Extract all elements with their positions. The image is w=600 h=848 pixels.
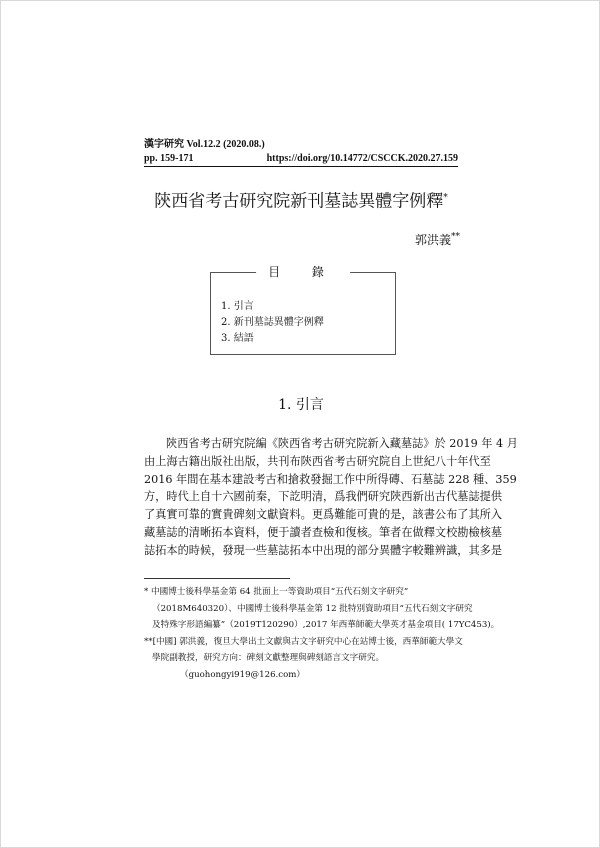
toc-item[interactable]: 3. 結語 — [221, 333, 254, 344]
paper-title — [144, 186, 458, 214]
author — [415, 229, 460, 248]
body-line: 方，時代上自十六國前秦，下訖明清，爲我們研究陝西新出古代墓誌提供 — [144, 490, 503, 504]
footnote-line: （2018M640320）、中國博士後科學基金第 12 批特別資助項目“五代石刻文字研究 — [152, 603, 473, 614]
table-of-contents — [210, 265, 396, 355]
footnote-email[interactable]: （guohongyi919@126.com） — [180, 669, 306, 680]
footnote-line: 及特殊字形語編纂”（2019T120290）,2017 年西華師範大學英才基金項目( 17YC453)。 — [152, 620, 500, 630]
body-paragraph — [144, 435, 518, 560]
title-footnote-mark: * — [443, 193, 448, 203]
journal-header: 漢字研究 Vol.12.2 (2020.08.) — [144, 139, 265, 150]
body-line: 了真實可靠的實貴碑刻文獻資料。更爲難能可貴的是，該書公布了其所入 — [144, 508, 503, 522]
body-line: 誌拓本的時候，發現一些墓誌拓本中出現的部分異體字較難辨識，其多是 — [144, 543, 503, 557]
body-line: 由上海古籍出版社出版，共刊布陝西省考古研究院自上世紀八十年代至 — [144, 454, 491, 468]
page-range: pp. 159-171 — [144, 153, 194, 164]
footnote-divider — [144, 578, 290, 579]
title-text: 陝西省考古研究院新刊墓誌異體字例釋 — [154, 191, 444, 212]
doi-link[interactable]: https://doi.org/10.14772/CSCCK.2020.27.159 — [266, 153, 458, 164]
body-line: 藏墓誌的清晰拓本資料，便于讀者查檢和復核。筆者在做釋文校勘檢核墓 — [144, 525, 503, 539]
toc-list — [221, 299, 324, 347]
body-line: 陝西省考古研究院編《陝西省考古研究院新入藏墓誌》於 2019 年 4 月 — [166, 437, 518, 450]
body-line: 2016 年間在基本建設考古和搶救發掘工作中所得磚、石墓誌 228 種、359 — [144, 472, 517, 486]
footnotes — [144, 584, 500, 683]
footnote-line: **[中國] 郭洪義，復旦大學出土文獻與古文字研究中心在站博士後，西華師範大學文 — [144, 636, 463, 647]
page-range-line — [144, 152, 458, 167]
footnote-line: 學院副教授，研究方向：碑刻文獻整理與碑刻語言文字研究。 — [152, 653, 385, 663]
author-name: 郭洪義 — [414, 233, 451, 247]
toc-heading: 目 錄 — [256, 264, 350, 280]
toc-item[interactable]: 2. 新刊墓誌異體字例釋 — [221, 317, 324, 328]
section-heading: 1. 引言 — [278, 397, 324, 413]
footnote-line: * 中國博士後科學基金第 64 批面上一等資助項目“五代石刻文字研究” — [144, 587, 409, 597]
author-footnote-mark: ** — [451, 232, 460, 242]
toc-item[interactable]: 1. 引言 — [221, 301, 254, 312]
